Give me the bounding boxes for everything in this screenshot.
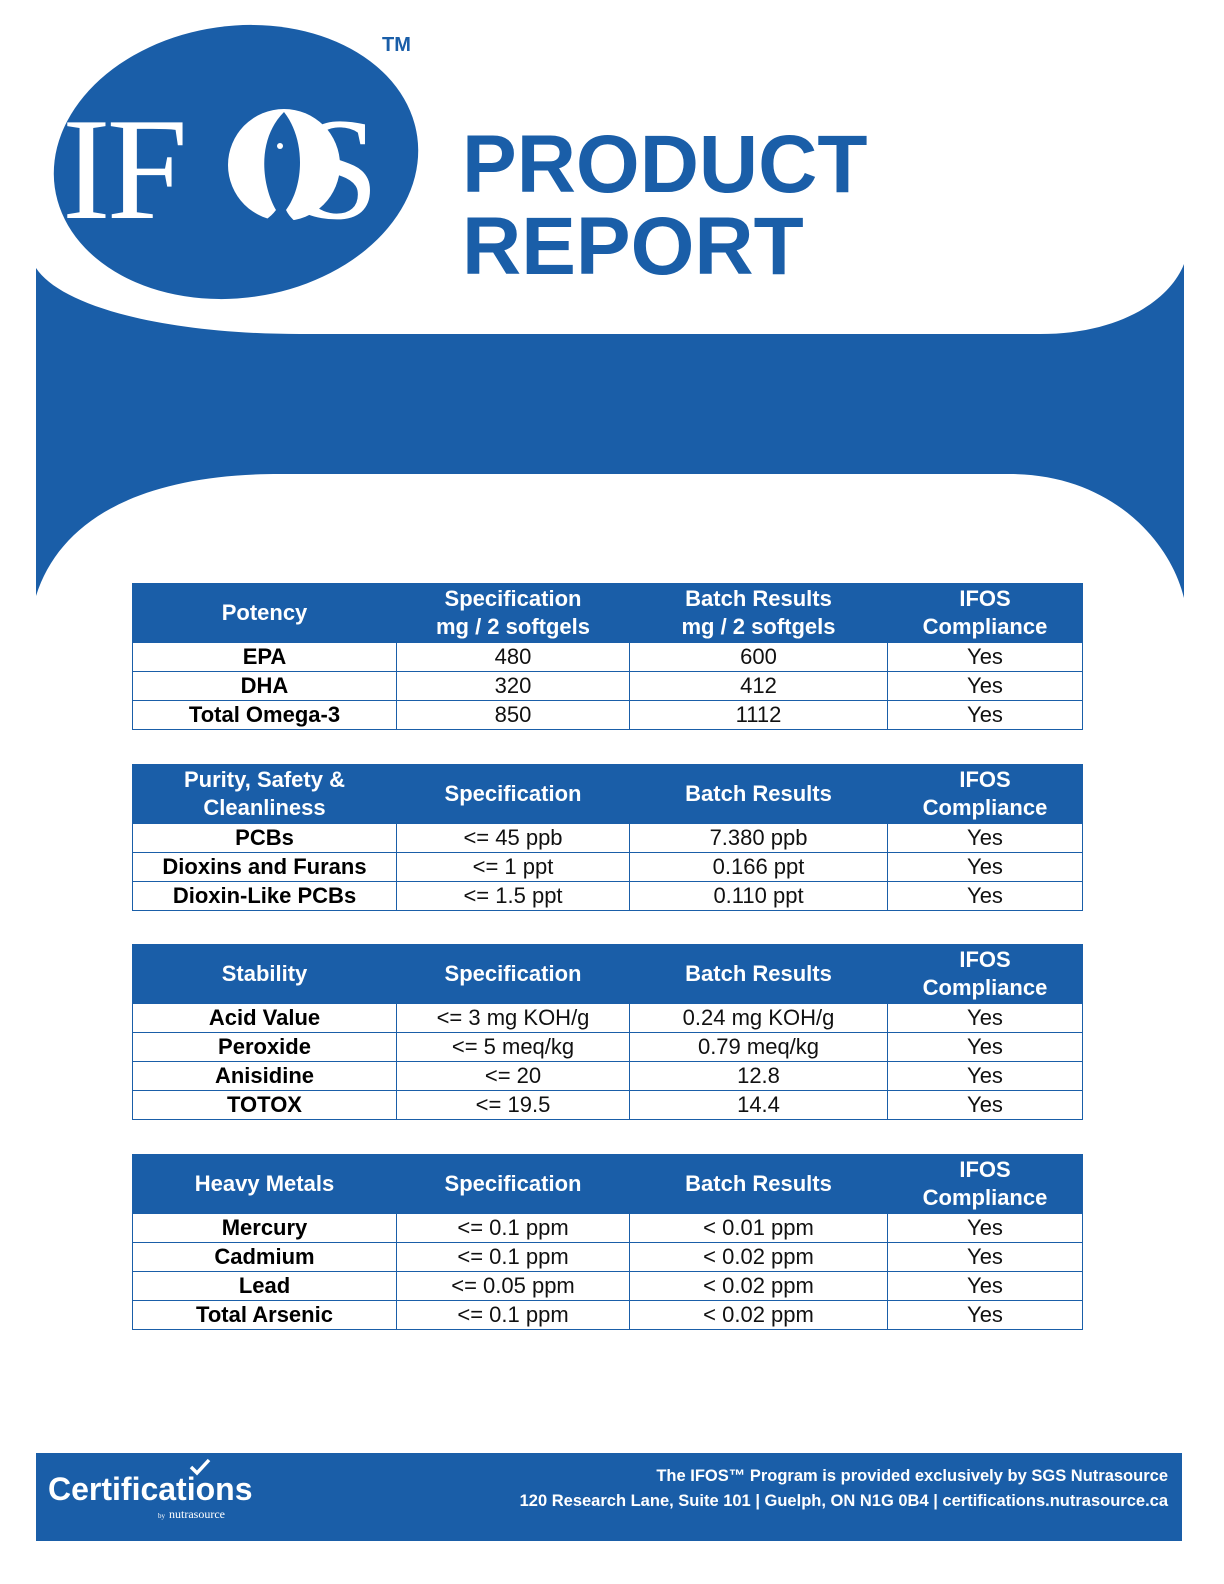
certifications-logo: Certifications	[48, 1471, 253, 1507]
table-row	[133, 1272, 1083, 1301]
spec-value: <= 0.1 ppm	[397, 1243, 630, 1272]
table-row	[133, 1004, 1083, 1033]
compliance-value: Yes	[888, 1272, 1083, 1301]
table-row	[133, 701, 1083, 730]
row-label: EPA	[133, 643, 397, 672]
heavy-metals-table	[132, 1154, 1083, 1330]
compliance-value: Yes	[888, 672, 1083, 701]
row-label: Mercury	[133, 1214, 397, 1243]
logo-letter-if: IF	[62, 88, 184, 250]
batch-value: 0.24 mg KOH/g	[630, 1004, 888, 1033]
row-label: TOTOX	[133, 1091, 397, 1120]
table-header-row	[133, 945, 1083, 1004]
table-row	[133, 1033, 1083, 1062]
footer-bar	[36, 1453, 1182, 1541]
batch-value: 0.79 meq/kg	[630, 1033, 888, 1062]
row-label: Cadmium	[133, 1243, 397, 1272]
table-row	[133, 1214, 1083, 1243]
checkmark-icon	[189, 1458, 211, 1476]
potency-table	[132, 583, 1083, 730]
compliance-value: Yes	[888, 882, 1083, 911]
spec-value: <= 20	[397, 1062, 630, 1091]
header-potency: Potency	[133, 584, 397, 643]
batch-value: 600	[630, 643, 888, 672]
batch-value: < 0.02 ppm	[630, 1243, 888, 1272]
header-batch-results: Batch Results	[630, 765, 888, 824]
spec-value: <= 3 mg KOH/g	[397, 1004, 630, 1033]
header-stability: Stability	[133, 945, 397, 1004]
spec-value: 850	[397, 701, 630, 730]
compliance-value: Yes	[888, 1004, 1083, 1033]
purity-table	[132, 764, 1083, 911]
compliance-value: Yes	[888, 853, 1083, 882]
header-specification: Specification	[397, 945, 630, 1004]
page-title: PRODUCT REPORT	[462, 119, 868, 292]
spec-value: 320	[397, 672, 630, 701]
banner-shape	[36, 264, 1184, 598]
batch-value: < 0.02 ppm	[630, 1272, 888, 1301]
row-label: DHA	[133, 672, 397, 701]
table-row	[133, 643, 1083, 672]
row-label: Lead	[133, 1272, 397, 1301]
row-label: Dioxins and Furans	[133, 853, 397, 882]
table-row	[133, 882, 1083, 911]
row-label: Peroxide	[133, 1033, 397, 1062]
header-batch-results: Batch Results	[630, 945, 888, 1004]
spec-value: <= 0.1 ppm	[397, 1214, 630, 1243]
compliance-value: Yes	[888, 1301, 1083, 1330]
spec-value: <= 5 meq/kg	[397, 1033, 630, 1062]
table-row	[133, 672, 1083, 701]
table-header-row	[133, 1155, 1083, 1214]
compliance-value: Yes	[888, 1033, 1083, 1062]
header-compliance: IFOS Compliance	[888, 584, 1083, 643]
table-row	[133, 1301, 1083, 1330]
header-batch-results: Batch Results	[630, 1155, 888, 1214]
spec-value: <= 1.5 ppt	[397, 882, 630, 911]
spec-value: <= 1 ppt	[397, 853, 630, 882]
row-label: Anisidine	[133, 1062, 397, 1091]
compliance-value: Yes	[888, 701, 1083, 730]
header-specification: Specification	[397, 1155, 630, 1214]
row-label: Acid Value	[133, 1004, 397, 1033]
batch-value: 412	[630, 672, 888, 701]
compliance-value: Yes	[888, 1243, 1083, 1272]
header-heavy-metals: Heavy Metals	[133, 1155, 397, 1214]
batch-value: < 0.01 ppm	[630, 1214, 888, 1243]
table-row	[133, 824, 1083, 853]
table-row	[133, 1091, 1083, 1120]
spec-value: <= 0.1 ppm	[397, 1301, 630, 1330]
batch-value: 7.380 ppb	[630, 824, 888, 853]
header-specification: Specification mg / 2 softgels	[397, 584, 630, 643]
address-line: 120 Research Lane, Suite 101 | Guelph, ON N1G 0B4 | certifications.nutrasource.ca	[519, 1492, 1168, 1510]
table-header-row	[133, 765, 1083, 824]
header-compliance: IFOS Compliance	[888, 945, 1083, 1004]
header-compliance: IFOS Compliance	[888, 765, 1083, 824]
row-label: PCBs	[133, 824, 397, 853]
table-row	[133, 1243, 1083, 1272]
batch-value: 0.110 ppt	[630, 882, 888, 911]
batch-value: 1112	[630, 701, 888, 730]
trademark-mark: TM	[382, 34, 411, 56]
compliance-value: Yes	[888, 643, 1083, 672]
header-specification: Specification	[397, 765, 630, 824]
logo-letters	[62, 88, 376, 250]
row-label: Total Omega-3	[133, 701, 397, 730]
nutrasource-logo: by nutrasource	[158, 1507, 225, 1521]
spec-value: <= 19.5	[397, 1091, 630, 1120]
row-label: Dioxin-Like PCBs	[133, 882, 397, 911]
table-row	[133, 1062, 1083, 1091]
spec-value: <= 0.05 ppm	[397, 1272, 630, 1301]
batch-value: 12.8	[630, 1062, 888, 1091]
row-label: Total Arsenic	[133, 1301, 397, 1330]
compliance-value: Yes	[888, 1091, 1083, 1120]
compliance-value: Yes	[888, 824, 1083, 853]
header-compliance: IFOS Compliance	[888, 1155, 1083, 1214]
header-batch-results: Batch Results mg / 2 softgels	[630, 584, 888, 643]
batch-value: < 0.02 ppm	[630, 1301, 888, 1330]
compliance-value: Yes	[888, 1062, 1083, 1091]
table-header-row	[133, 584, 1083, 643]
batch-value: 0.166 ppt	[630, 853, 888, 882]
compliance-value: Yes	[888, 1214, 1083, 1243]
table-row	[133, 853, 1083, 882]
spec-value: 480	[397, 643, 630, 672]
spec-value: <= 45 ppb	[397, 824, 630, 853]
stability-table	[132, 944, 1083, 1120]
program-statement: The IFOS™ Program is provided exclusively by SGS Nutrasource	[656, 1467, 1168, 1485]
batch-value: 14.4	[630, 1091, 888, 1120]
logo-letter-s: S	[297, 88, 376, 250]
header-purity: Purity, Safety & Cleanliness	[133, 765, 397, 824]
